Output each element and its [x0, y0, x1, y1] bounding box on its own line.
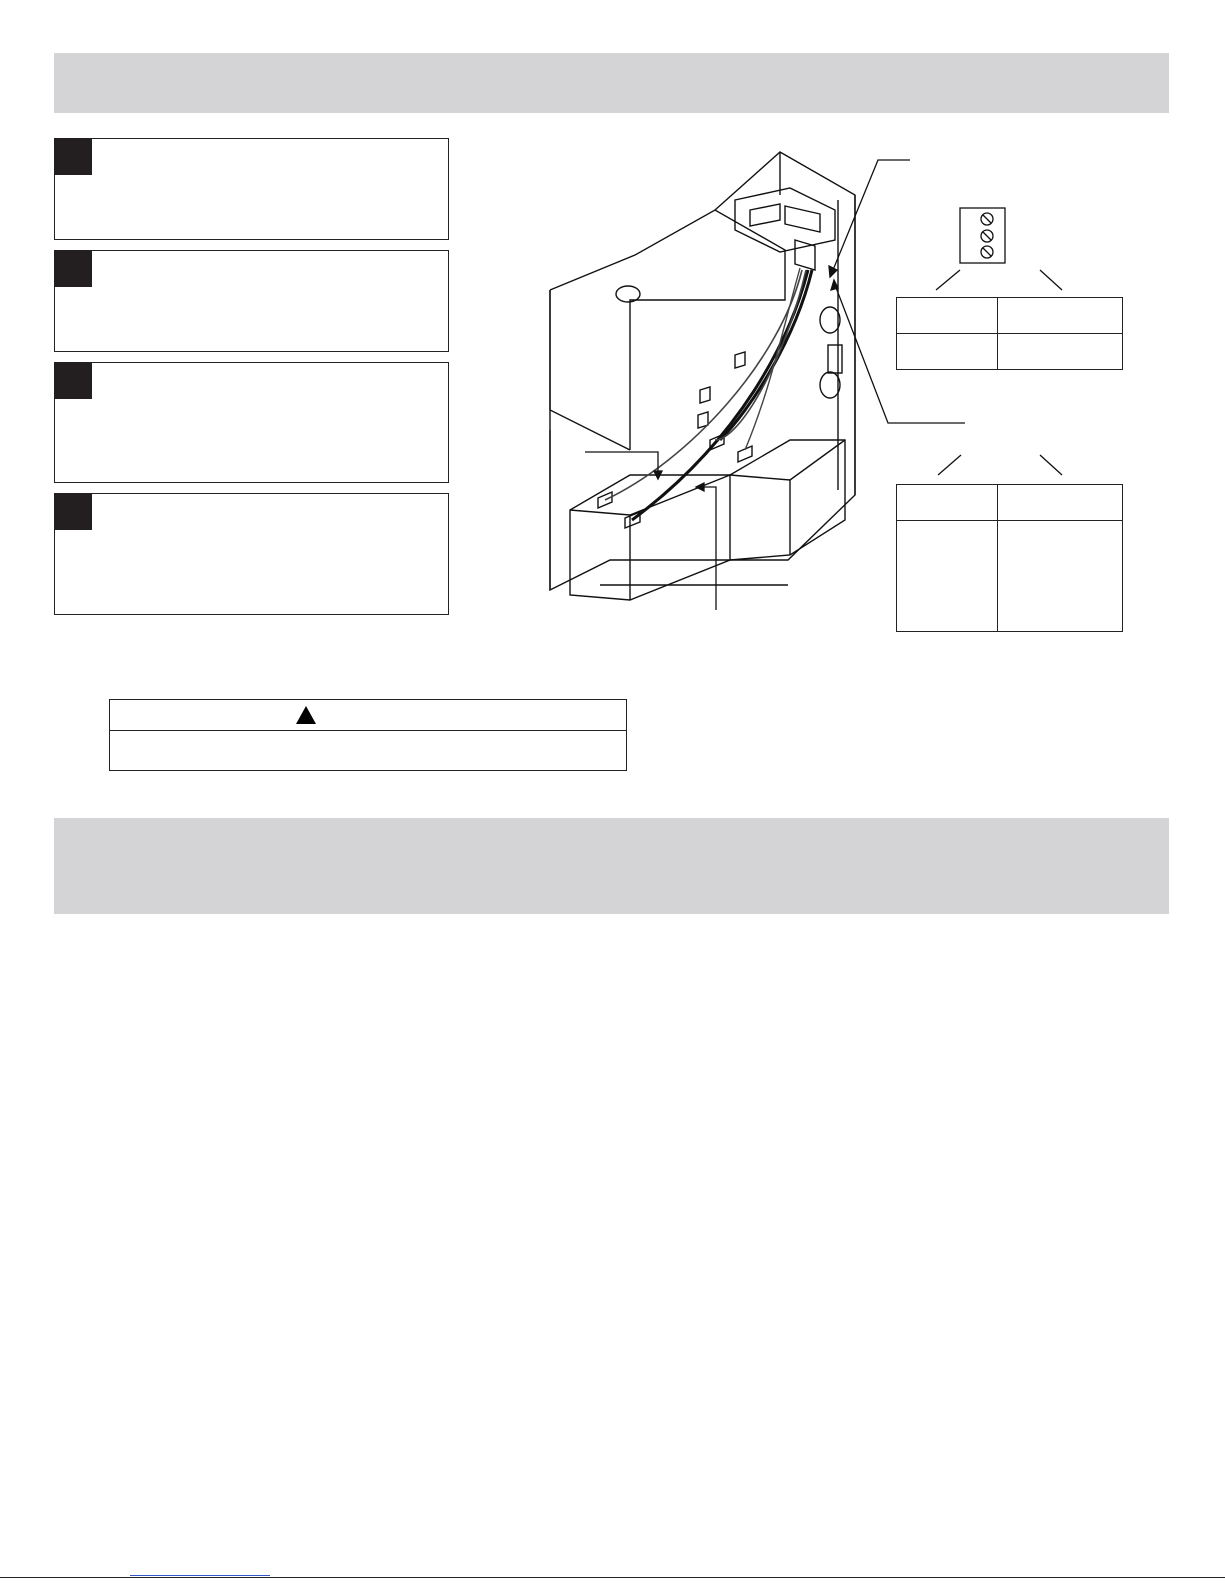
footer-link[interactable] — [130, 1575, 270, 1576]
terminal-wiring-table — [896, 297, 1123, 370]
caution-header — [110, 700, 626, 731]
door-knockout — [616, 286, 640, 302]
terminal-block — [960, 208, 1005, 263]
step-box-2 — [54, 250, 449, 352]
step-box-4 — [54, 493, 449, 615]
warning-triangle-icon — [296, 706, 316, 724]
red-wire — [605, 270, 802, 500]
step-number — [54, 250, 92, 287]
section-header-banner — [54, 53, 1169, 113]
step-number — [54, 362, 92, 399]
caution-box — [109, 699, 627, 771]
section-header-banner-2 — [54, 818, 1169, 914]
footer-rule — [0, 1577, 1225, 1578]
step-box-1 — [54, 138, 449, 240]
step-number — [54, 493, 92, 530]
battery-wiring-table — [896, 484, 1123, 632]
step-number — [54, 138, 92, 175]
step-box-3 — [54, 362, 449, 483]
cabinet-door — [550, 210, 785, 450]
battery-left — [570, 475, 730, 600]
black-wire — [632, 270, 808, 520]
